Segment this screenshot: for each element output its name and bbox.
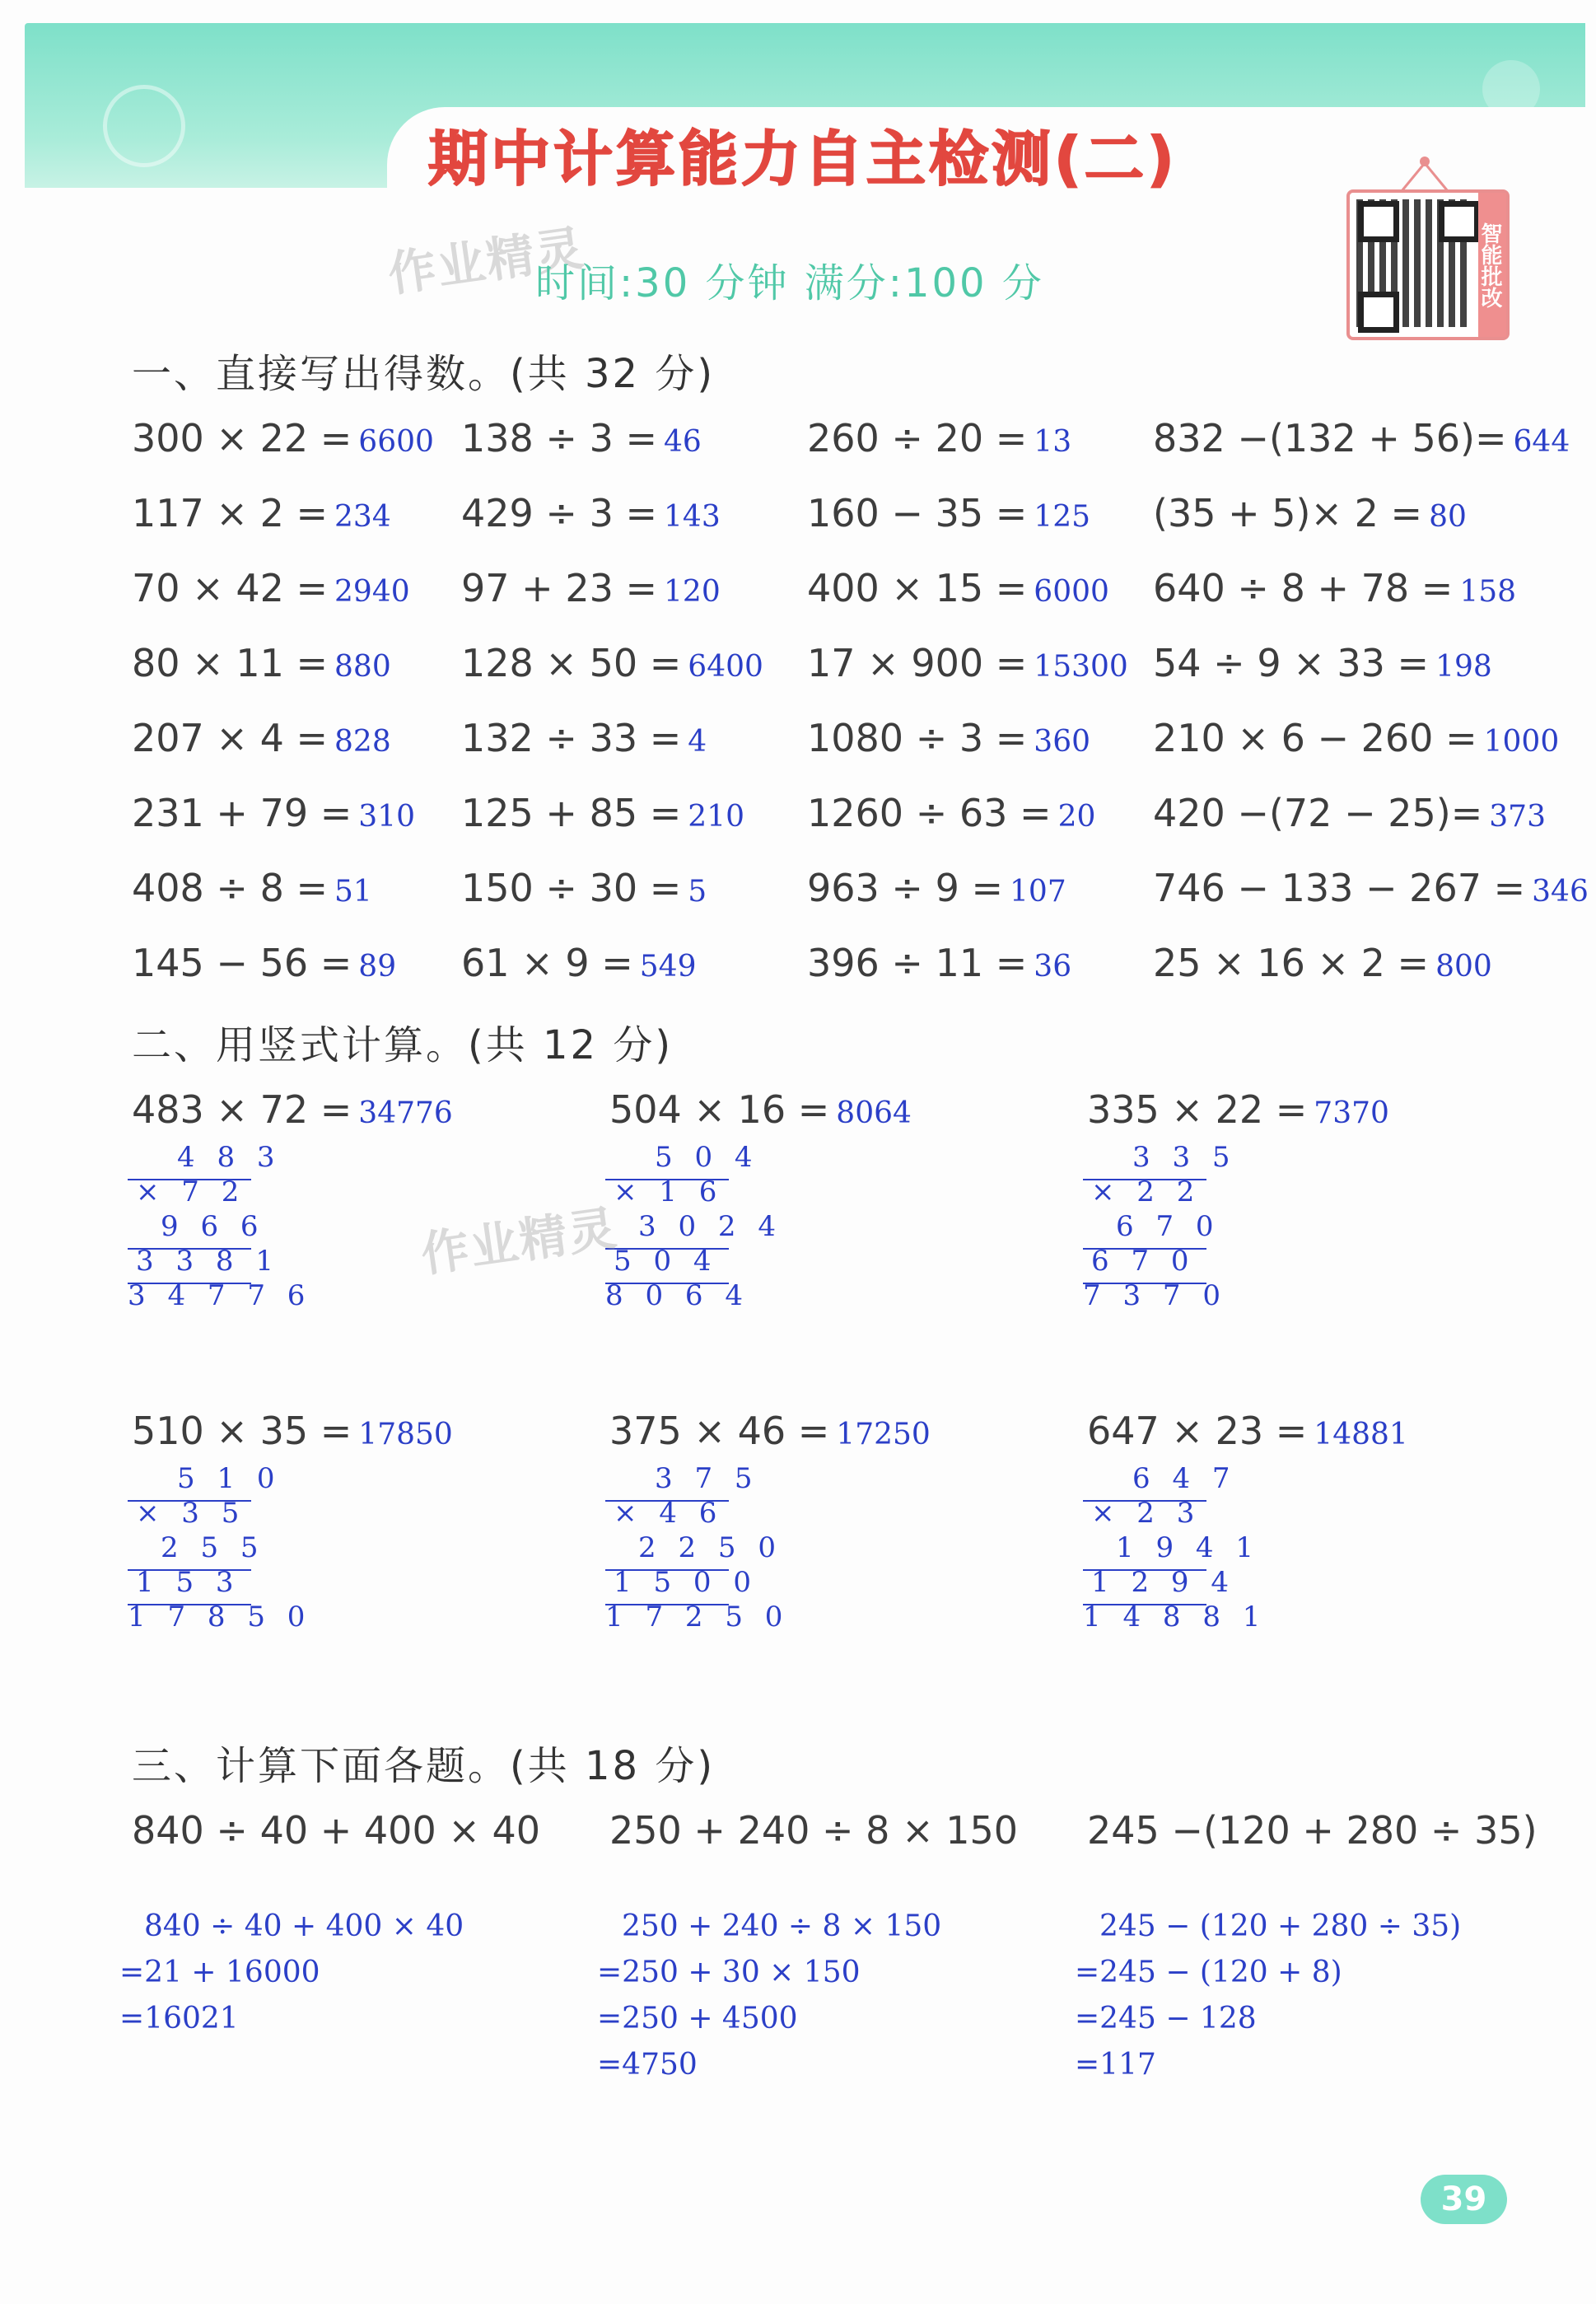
vertical-line-text: × 4 6 — [614, 1497, 724, 1530]
rule-line — [605, 1248, 729, 1250]
answer-text: 549 — [639, 950, 697, 984]
answer-text: 13 — [1034, 425, 1072, 459]
problem-item — [1153, 641, 1492, 685]
problem-text: 504 × 16 = — [609, 1087, 830, 1132]
problem-item — [461, 791, 744, 835]
answer-text: 800 — [1435, 950, 1492, 984]
qr-finder — [1358, 292, 1399, 333]
vertical-line-text: 1 4 8 8 1 — [1083, 1601, 1267, 1633]
rule-line — [605, 1500, 729, 1502]
answer-text: 310 — [358, 800, 416, 834]
problem-item — [132, 791, 415, 835]
answer-text: 8064 — [836, 1096, 912, 1130]
problem-text: 61 × 9 = — [461, 941, 633, 985]
rule-line — [1083, 1569, 1206, 1571]
problem-item — [132, 716, 391, 760]
problem-text: 640 ÷ 8 + 78 = — [1153, 566, 1454, 610]
answer-text: 828 — [334, 725, 391, 759]
problem-item — [807, 941, 1071, 985]
problem-item — [461, 491, 721, 535]
problem-item — [807, 641, 1128, 685]
vertical-line-text: 5 1 0 — [177, 1462, 282, 1495]
problem-text: 1080 ÷ 3 = — [807, 716, 1028, 760]
problem-text: 335 × 22 = — [1087, 1087, 1308, 1132]
vertical-line-text: 1 5 3 — [136, 1566, 240, 1599]
problem-item — [1153, 716, 1559, 760]
problem-item — [132, 491, 391, 535]
vertical-line-text: 3 7 5 — [655, 1462, 759, 1495]
problem-text: 245 −(120 + 280 ÷ 35) — [1087, 1808, 1538, 1853]
answer-text: 2940 — [334, 575, 410, 609]
answer-text: 46 — [664, 425, 702, 459]
answer-text: 20 — [1057, 800, 1096, 834]
vertical-line-text: 3 4 7 7 6 — [128, 1279, 312, 1312]
problem-item — [1153, 941, 1492, 985]
vertical-line-text: × 2 2 — [1091, 1175, 1202, 1208]
rule-line — [1083, 1604, 1206, 1605]
problem-text: 408 ÷ 8 = — [132, 866, 329, 910]
problem-item — [132, 1409, 453, 1453]
vertical-line-text: 5 0 4 — [614, 1245, 718, 1278]
answer-text: 6000 — [1034, 575, 1109, 609]
problem-item — [1153, 416, 1570, 460]
problem-text: 207 × 4 = — [132, 716, 329, 760]
problem-text: 128 × 50 = — [461, 641, 682, 685]
rule-line — [128, 1569, 251, 1571]
answer-text: 80 — [1429, 500, 1467, 534]
vertical-line-text: 8 0 6 4 — [605, 1279, 749, 1312]
problem-text: 125 + 85 = — [461, 791, 682, 835]
rule-line — [1083, 1283, 1206, 1284]
problem-item — [807, 491, 1090, 535]
vertical-line-text: 2 5 5 — [161, 1531, 265, 1564]
answer-text: 210 — [688, 800, 745, 834]
answer-text: 120 — [664, 575, 721, 609]
vertical-line-text: 6 7 0 — [1116, 1210, 1220, 1243]
problem-text: 375 × 46 = — [609, 1409, 830, 1453]
problem-item — [461, 941, 696, 985]
vertical-line-text: 5 0 4 — [655, 1141, 759, 1174]
section-heading-1: 一、直接写出得数。(共 32 分) — [132, 351, 716, 397]
problem-item — [807, 716, 1090, 760]
vertical-line-text: 1 7 8 5 0 — [128, 1601, 312, 1633]
answer-text: 17850 — [358, 1418, 453, 1451]
rule-line — [1083, 1179, 1206, 1180]
problem-text: 117 × 2 = — [132, 491, 329, 535]
problem-text: 832 −(132 + 56)= — [1153, 416, 1507, 460]
vertical-line-text: × 3 5 — [136, 1497, 246, 1530]
problem-item — [461, 416, 702, 460]
answer-text: 7370 — [1314, 1096, 1389, 1130]
problem-item — [609, 1409, 931, 1453]
page-number: 39 — [1421, 2175, 1507, 2224]
vertical-line-text: 7 3 7 0 — [1083, 1279, 1227, 1312]
rule-line — [128, 1179, 251, 1180]
problem-text: 145 − 56 = — [132, 941, 352, 985]
problem-text: (35 + 5)× 2 = — [1153, 491, 1423, 535]
vertical-line-text: 3 3 5 — [1132, 1141, 1237, 1174]
answer-text: 6400 — [688, 650, 763, 684]
vertical-line-text: 3 3 8 1 — [136, 1245, 280, 1278]
problem-text: 210 × 6 − 260 = — [1153, 716, 1477, 760]
problem-text: 429 ÷ 3 = — [461, 491, 658, 535]
answer-text: 346 — [1532, 875, 1589, 909]
vertical-line-text: 1 9 4 1 — [1116, 1531, 1260, 1564]
problem-text: 510 × 35 = — [132, 1409, 352, 1453]
answer-text: 125 — [1034, 500, 1091, 534]
solution-step: =245 − (120 + 8) — [1075, 1956, 1342, 1989]
answer-text: 198 — [1435, 650, 1492, 684]
problem-item — [461, 716, 707, 760]
vertical-line-text: 1 5 0 0 — [614, 1566, 758, 1599]
problem-item — [461, 566, 721, 610]
solution-step: =250 + 30 × 150 — [597, 1956, 861, 1989]
decoration-circle — [103, 85, 185, 167]
vertical-line-text: × 1 6 — [614, 1175, 724, 1208]
vertical-line-text: 3 0 2 4 — [638, 1210, 782, 1243]
answer-text: 158 — [1459, 575, 1517, 609]
rule-line — [1083, 1500, 1206, 1502]
problem-item — [609, 1087, 912, 1132]
problem-item — [132, 416, 434, 460]
vertical-line-text: 1 2 9 4 — [1091, 1566, 1235, 1599]
problem-item — [807, 416, 1071, 460]
rule-line — [128, 1604, 251, 1605]
answer-text: 14881 — [1314, 1418, 1408, 1451]
problem-item — [132, 641, 391, 685]
vertical-line-text: × 7 2 — [136, 1175, 246, 1208]
problem-item — [132, 566, 410, 610]
vertical-line-text: 2 2 5 0 — [638, 1531, 782, 1564]
vertical-line-text: 6 7 0 — [1091, 1245, 1196, 1278]
problem-item — [1153, 791, 1546, 835]
solution-step: 840 ÷ 40 + 400 × 40 — [144, 1909, 464, 1943]
answer-text: 15300 — [1034, 650, 1128, 684]
watermark: 作业精灵 — [418, 1199, 622, 1283]
section-heading-2: 二、用竖式计算。(共 12 分) — [132, 1022, 674, 1068]
answer-text: 17250 — [836, 1418, 931, 1451]
answer-text: 373 — [1489, 800, 1546, 834]
problem-text: 80 × 11 = — [132, 641, 329, 685]
time-info: 时间:30 分钟 满分:100 分 — [535, 260, 1044, 306]
problem-item — [461, 641, 763, 685]
solution-step: =4750 — [597, 2048, 698, 2082]
problem-text: 260 ÷ 20 = — [807, 416, 1028, 460]
problem-item — [1153, 491, 1467, 535]
answer-text: 6600 — [358, 425, 434, 459]
vertical-line-text: 1 7 2 5 0 — [605, 1601, 790, 1633]
rule-line — [605, 1179, 729, 1180]
solution-step: =21 + 16000 — [119, 1956, 320, 1989]
solution-step: =245 − 128 — [1075, 2002, 1257, 2035]
rule-line — [1083, 1248, 1206, 1250]
problem-item — [807, 791, 1095, 835]
answer-text: 89 — [358, 950, 397, 984]
answer-text: 34776 — [358, 1096, 453, 1130]
qr-label: 智能批改 — [1478, 193, 1506, 337]
problem-text: 138 ÷ 3 = — [461, 416, 658, 460]
problem-text: 132 ÷ 33 = — [461, 716, 682, 760]
solution-step: =16021 — [119, 2002, 239, 2035]
problem-item — [1087, 1087, 1389, 1132]
problem-item — [461, 866, 707, 910]
problem-text: 54 ÷ 9 × 33 = — [1153, 641, 1430, 685]
problem-text: 300 × 22 = — [132, 416, 352, 460]
vertical-line-text: 9 6 6 — [161, 1210, 265, 1243]
problem-text: 963 ÷ 9 = — [807, 866, 1004, 910]
problem-text: 25 × 16 × 2 = — [1153, 941, 1430, 985]
problem-text: 1260 ÷ 63 = — [807, 791, 1052, 835]
problem-item — [132, 866, 372, 910]
rule-line — [605, 1283, 729, 1284]
answer-text: 1000 — [1483, 725, 1560, 759]
answer-text: 5 — [688, 875, 707, 909]
rule-line — [605, 1604, 729, 1605]
watermark: 作业精灵 — [385, 219, 589, 303]
answer-text: 4 — [688, 725, 707, 759]
problem-text: 420 −(72 − 25)= — [1153, 791, 1483, 835]
problem-text: 483 × 72 = — [132, 1087, 352, 1132]
answer-text: 644 — [1513, 425, 1570, 459]
problem-text: 396 ÷ 11 = — [807, 941, 1028, 985]
vertical-line-text: × 2 3 — [1091, 1497, 1202, 1530]
problem-item — [807, 866, 1066, 910]
rule-line — [128, 1283, 251, 1284]
hanger-icon — [1400, 155, 1449, 193]
answer-text: 143 — [664, 500, 721, 534]
answer-text: 360 — [1034, 725, 1091, 759]
problem-item — [132, 941, 396, 985]
problem-item — [1087, 1409, 1408, 1453]
vertical-line-text: 4 8 3 — [177, 1141, 282, 1174]
page-title: 期中计算能力自主检测(二) — [428, 124, 1178, 194]
problem-text: 746 − 133 − 267 = — [1153, 866, 1526, 910]
problem-text: 150 ÷ 30 = — [461, 866, 682, 910]
qr-finder — [1358, 201, 1399, 242]
answer-text: 234 — [334, 500, 391, 534]
problem-item — [132, 1087, 453, 1132]
rule-line — [128, 1248, 251, 1250]
solution-step: 245 − (120 + 280 ÷ 35) — [1099, 1909, 1462, 1943]
answer-text: 107 — [1010, 875, 1066, 909]
problem-text: 97 + 23 = — [461, 566, 658, 610]
problem-text: 17 × 900 = — [807, 641, 1028, 685]
problem-item — [807, 566, 1109, 610]
problem-text: 400 × 15 = — [807, 566, 1028, 610]
solution-step: 250 + 240 ÷ 8 × 150 — [622, 1909, 942, 1943]
rule-line — [128, 1500, 251, 1502]
answer-text: 880 — [334, 650, 391, 684]
problem-text: 647 × 23 = — [1087, 1409, 1308, 1453]
problem-text: 231 + 79 = — [132, 791, 352, 835]
section-heading-3: 三、计算下面各题。(共 18 分) — [132, 1743, 716, 1789]
problem-item — [1153, 566, 1516, 610]
problem-text: 160 − 35 = — [807, 491, 1028, 535]
solution-step: =117 — [1075, 2048, 1156, 2082]
qr-code-card[interactable] — [1346, 189, 1510, 340]
problem-item — [1153, 866, 1589, 910]
solution-step: =250 + 4500 — [597, 2002, 798, 2035]
answer-text: 51 — [334, 875, 372, 909]
rule-line — [605, 1569, 729, 1571]
problem-text: 70 × 42 = — [132, 566, 329, 610]
answer-text: 36 — [1034, 950, 1072, 984]
problem-text: 840 ÷ 40 + 400 × 40 — [132, 1808, 541, 1853]
vertical-line-text: 6 4 7 — [1132, 1462, 1237, 1495]
problem-text: 250 + 240 ÷ 8 × 150 — [609, 1808, 1019, 1853]
